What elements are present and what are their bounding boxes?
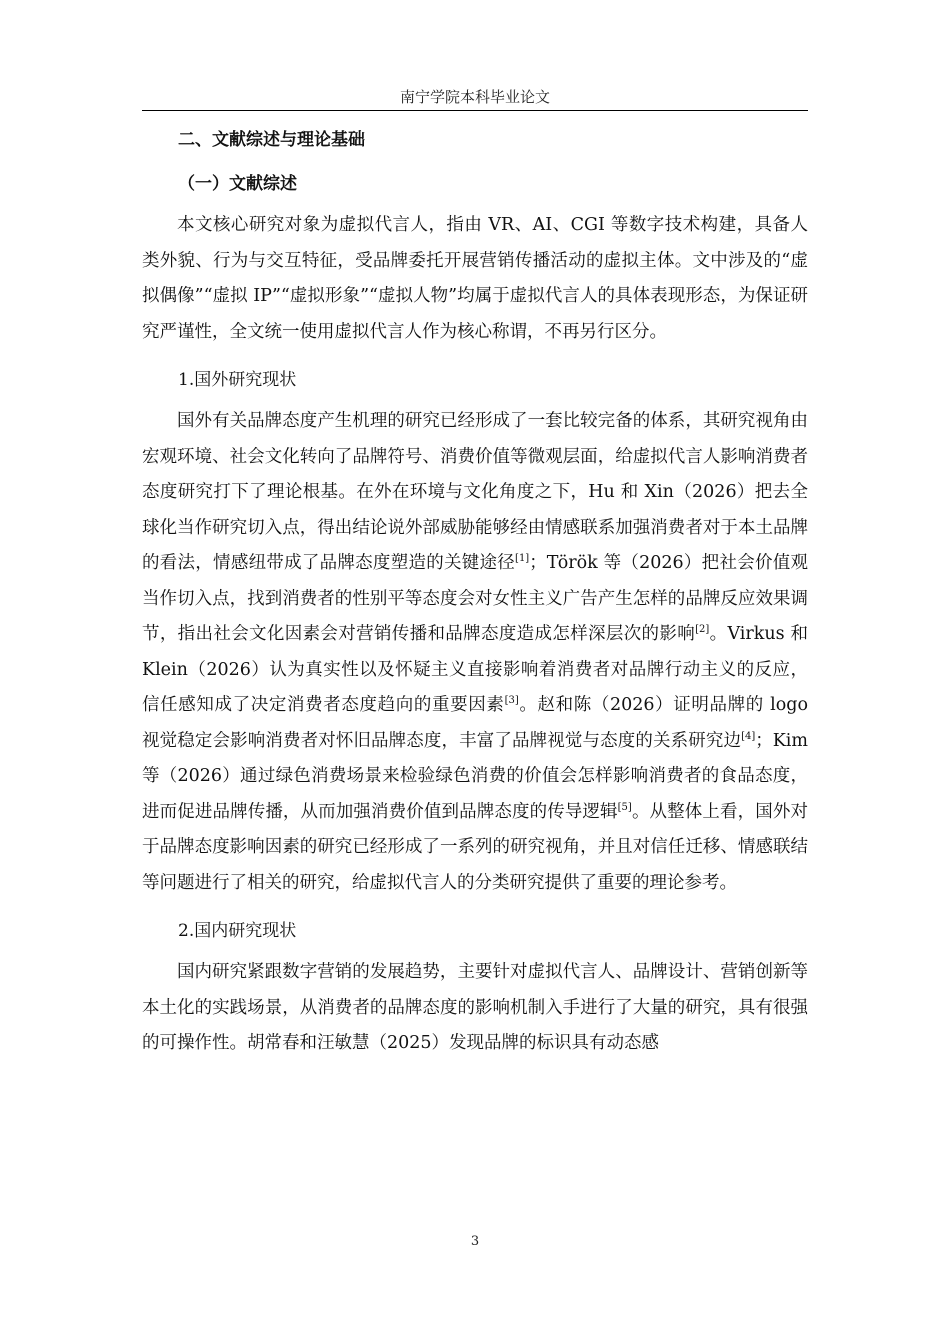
foreign-research-heading: 1.国外研究现状 <box>178 370 297 390</box>
running-header: 南宁学院本科毕业论文 <box>399 88 550 106</box>
citation-ref: [1] <box>515 553 530 565</box>
text-segment: 。从整体上看，国外对于品牌态度影响因素的研究已经形成了一系列的研究视角，并且对信任迁移、情感联结等问题进行了相关的研究，给虚拟代言人的分类研究提供了重要的理论参考。 <box>142 801 808 893</box>
text-segment: 。Virkus 和 Klein（2026）认为真实性以及怀疑主义直接影响着消费者对品牌行动主义的反应，信任感知成了决定消费者态度趋向的重要因素 <box>142 624 809 715</box>
citation-ref: [2] <box>695 624 710 636</box>
page-number: 3 <box>470 1234 480 1249</box>
page-body <box>142 122 808 1062</box>
citation-ref: [5] <box>617 801 632 813</box>
header-rule <box>142 110 808 111</box>
text-segment: ；Kim 等（2026）通过绿色消费场景来检验绿色消费的价值会怎样影响消费者的食品态度，进而促进品牌传播，从而加强消费价值到品牌态度的传导逻辑 <box>142 730 808 822</box>
foreign-research-paragraph <box>142 404 808 901</box>
text-segment: ；Török 等（2026）把社会价值观当作切入点，找到消费者的性别平等态度会对女性主义广告产生怎样的品牌反应效果调节，指出社会文化因素会对营销传播和品牌态度造成怎样深层次的影响 <box>142 553 808 644</box>
citation-ref: [4] <box>741 730 756 742</box>
subsection-heading: （一）文献综述 <box>178 174 297 194</box>
text-segment: 国外有关品牌态度产生机理的研究已经形成了一套比较完备的体系，其研究视角由宏观环境、社会文化转向了品牌符号、消费价值等微观层面，给虚拟代言人影响消费者态度研究打下了理论根基。在外在环境与文化角度之下，Hu 和 Xin（2026）把去全球化当作研究切入点，得出结论说外部威胁能够经由情感联系加强消费者对于本土品牌的看法，情感纽带成了品牌态度塑造的关键途径 <box>142 411 808 573</box>
citation-ref: [3] <box>504 695 519 707</box>
domestic-research-paragraph: 国内研究紧跟数字营销的发展趋势，主要针对虚拟代言人、品牌设计、营销创新等本土化的实践场景，从消费者的品牌态度的影响机制入手进行了大量的研究，具有很强的可操作性。胡常春和汪敏慧（2025）发现品牌的标识具有动态感 <box>142 962 808 1053</box>
section-heading: 二、文献综述与理论基础 <box>178 130 365 150</box>
intro-paragraph: 本文核心研究对象为虚拟代言人，指由 VR、AI、CGI 等数字技术构建，具备人类外貌、行为与交互特征，受品牌委托开展营销传播活动的虚拟主体。文中涉及的“虚拟偶像”“虚拟 IP”“虚拟形象”“虚拟人物”均属于虚拟代言人的具体表现形态，为保证研究严谨性，全文统一使用虚拟代言人作为核心称谓，不再另行区分。 <box>142 215 808 342</box>
domestic-research-heading: 2.国内研究现状 <box>178 921 297 941</box>
text-segment: 。赵和陈（2026）证明品牌的 logo 视觉稳定会影响消费者对怀旧品牌态度，丰富了品牌视觉与态度的关系研究边 <box>142 695 808 751</box>
